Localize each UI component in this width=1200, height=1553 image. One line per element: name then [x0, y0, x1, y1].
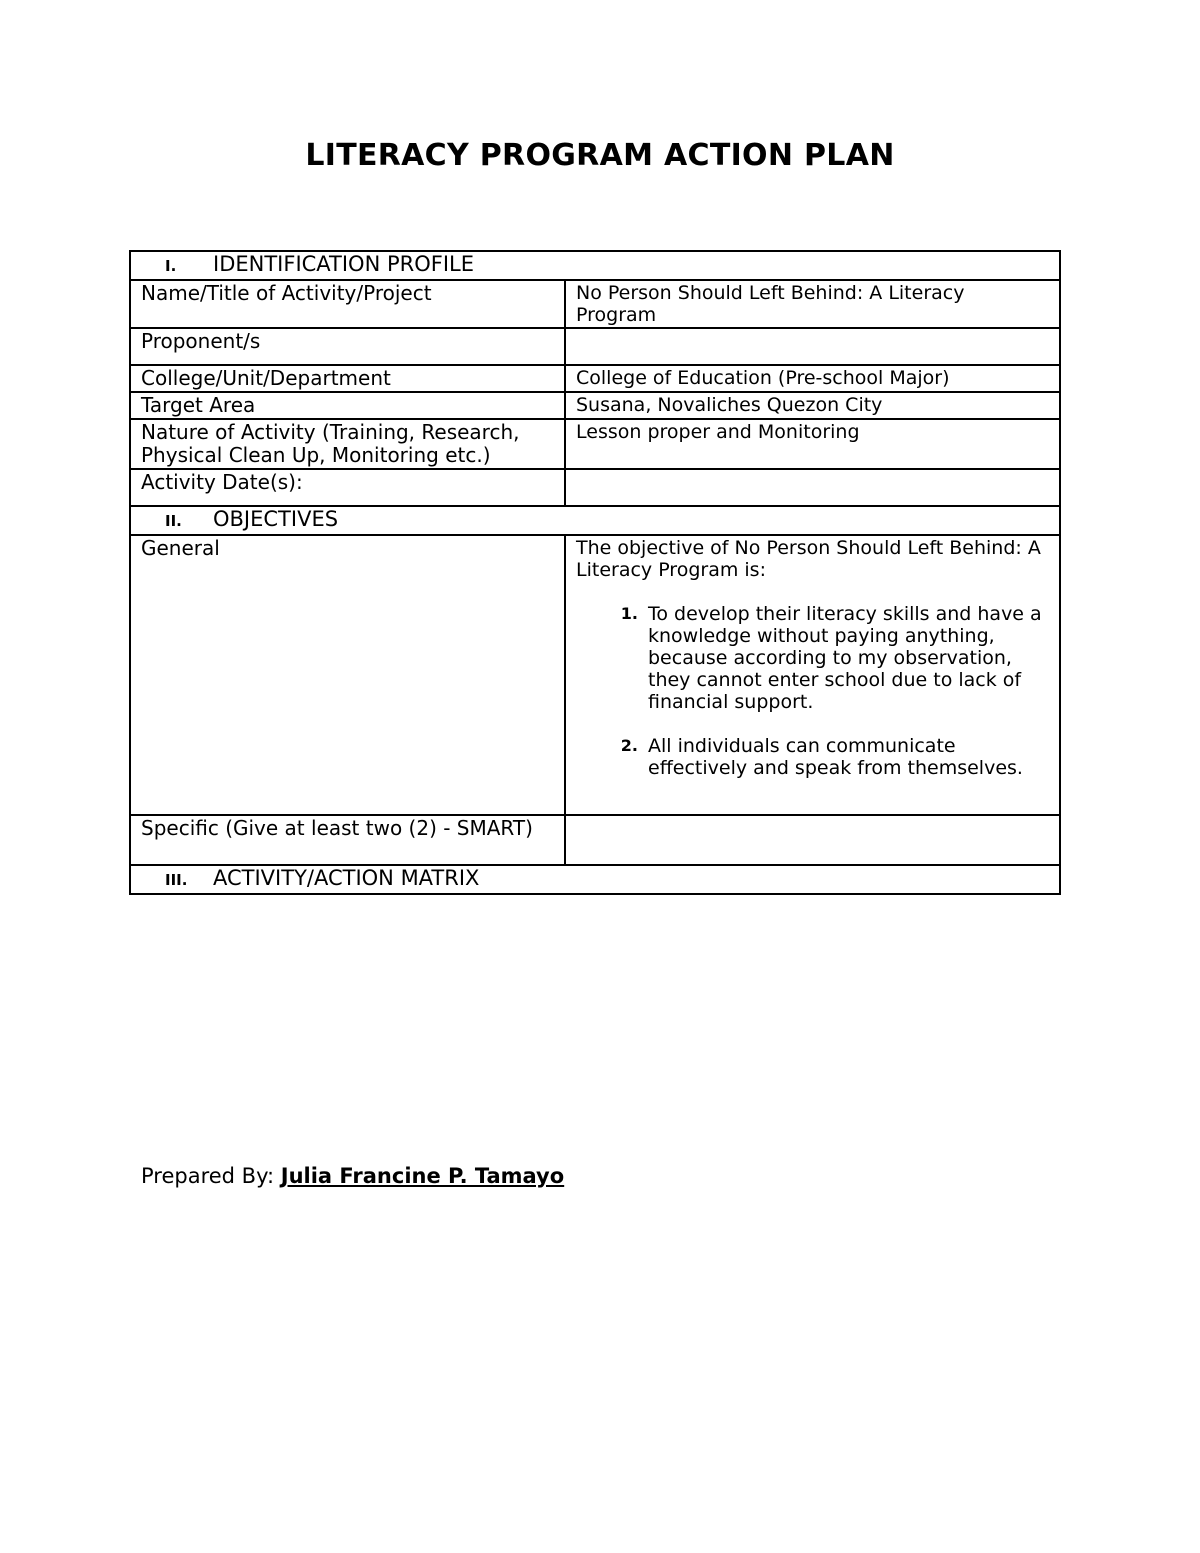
list-number: 1.: [620, 604, 638, 623]
section-title: IDENTIFICATION PROFILE: [213, 252, 474, 276]
section-header-identification: [130, 251, 1060, 280]
table-row: [130, 280, 1060, 328]
college-label: College/Unit/Department: [130, 365, 565, 392]
section-number: III.: [165, 871, 188, 889]
name-value: No Person Should Left Behind: A Literacy Program: [565, 280, 1060, 328]
action-plan-table: [129, 250, 1061, 895]
list-item: [576, 735, 1049, 779]
section-header-matrix: [130, 865, 1060, 894]
name-label: Name/Title of Activity/Project: [130, 280, 565, 328]
activity-date-value: [565, 469, 1060, 506]
table-row: [130, 815, 1060, 865]
table-row: [130, 328, 1060, 365]
specific-value: [565, 815, 1060, 865]
general-label: General: [130, 535, 565, 815]
prepared-by: [141, 1164, 564, 1188]
general-value: [565, 535, 1060, 815]
college-value: College of Education (Pre-school Major): [565, 365, 1060, 392]
prepared-by-label: Prepared By:: [141, 1164, 275, 1188]
section-title: ACTIVITY/ACTION MATRIX: [213, 866, 480, 890]
section-number: I.: [165, 257, 177, 275]
proponent-value: [565, 328, 1060, 365]
list-text: To develop their literacy skills and have a knowledge without paying anything, because according to my observation, they cannot enter school due to lack of financial support.: [648, 603, 1042, 713]
activity-date-label: Activity Date(s):: [130, 469, 565, 506]
section-number: II.: [165, 512, 182, 530]
table-row: [130, 419, 1060, 469]
section-title: OBJECTIVES: [213, 507, 339, 531]
table-row: [130, 469, 1060, 506]
list-number: 2.: [620, 736, 638, 755]
table-row: [130, 365, 1060, 392]
prepared-by-name: Julia Francine P. Tamayo: [280, 1164, 565, 1188]
nature-label: Nature of Activity (Training, Research, Physical Clean Up, Monitoring etc.): [130, 419, 565, 469]
table-row: [130, 535, 1060, 815]
target-area-label: Target Area: [130, 392, 565, 419]
general-intro: The objective of No Person Should Left Behind: A Literacy Program is:: [576, 537, 1041, 581]
proponent-label: Proponent/s: [130, 328, 565, 365]
objectives-list: [576, 603, 1049, 779]
target-area-value: Susana, Novaliches Quezon City: [565, 392, 1060, 419]
section-header-objectives: [130, 506, 1060, 535]
list-text: All individuals can communicate effectively and speak from themselves.: [648, 735, 1023, 779]
document-title: LITERACY PROGRAM ACTION PLAN: [305, 138, 895, 173]
list-item: [576, 603, 1049, 713]
specific-label: Specific (Give at least two (2) - SMART): [130, 815, 565, 865]
table-row: [130, 392, 1060, 419]
nature-value: Lesson proper and Monitoring: [565, 419, 1060, 469]
